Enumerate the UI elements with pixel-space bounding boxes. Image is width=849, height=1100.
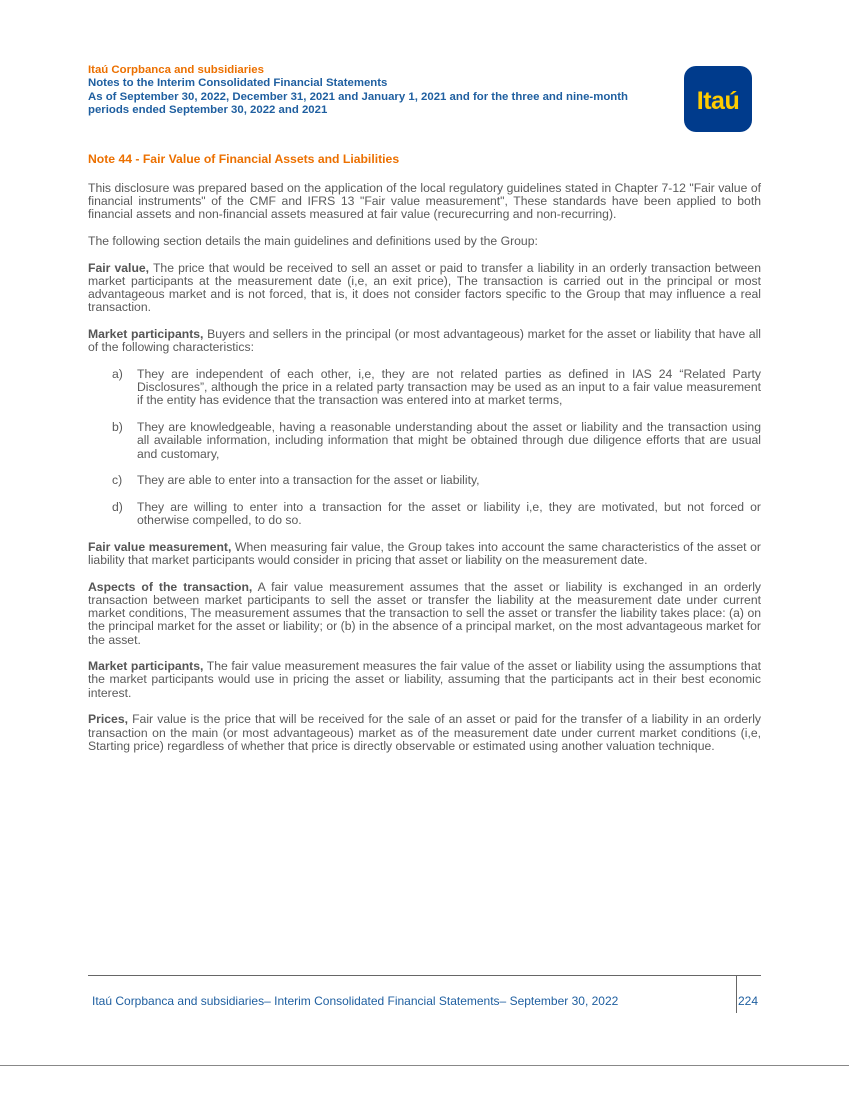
list-item-label: c) <box>112 473 123 488</box>
itau-logo <box>684 66 752 132</box>
aspects-paragraph <box>88 581 761 647</box>
list-item-label: b) <box>112 420 123 435</box>
fair-value-measurement-text: When measuring fair value, the Group takes into account the same characteristics of the asset or liability that market participants would consider in pricing that asset or liability on the measurement date. <box>88 539 761 568</box>
footer-text: Itaú Corpbanca and subsidiaries– Interim Consolidated Financial Statements– September 30, 2022 <box>92 994 619 1008</box>
document-body <box>88 182 761 767</box>
list-item-text: They are willing to enter into a transaction for the asset or liability i,e, they are motivated, but not forced or otherwise compelled, to do so. <box>137 499 761 528</box>
list-item <box>88 421 761 461</box>
market-participants-paragraph <box>88 328 761 354</box>
fair-value-paragraph <box>88 262 761 315</box>
prices-text: Fair value is the price that will be received for the sale of an asset or paid for the transfer of a liability in an orderly transaction on the main (or most advantageous) market as of the measurement date under current market conditions (i,e, Starting price) regardless of whether that price is directly observable or estimated using another valuation technique. <box>88 712 761 753</box>
footer-page-divider <box>736 975 737 1013</box>
market-participants-text: Buyers and sellers in the principal (or most advantageous) market for the asset or liability that have all of the following characteristics: <box>88 327 762 355</box>
document-header <box>88 64 658 117</box>
aspects-term: Aspects of the transaction, <box>88 579 253 594</box>
market-participants-2-paragraph <box>88 660 761 700</box>
list-item-text: They are independent of each other, i,e, they are not related parties as defined in IAS 24 “Related Party Disclosures”, although the price in a related party transaction may be used as an input to a fair value measurement if the entity has evidence that the transaction was entered into at market terms, <box>137 367 761 408</box>
page-bottom-edge <box>0 1065 849 1066</box>
header-notes-title: Notes to the Interim Consolidated Financial Statements <box>88 77 388 90</box>
list-item <box>88 501 761 527</box>
section-intro-paragraph: The following section details the main guidelines and definitions used by the Group: <box>88 234 538 249</box>
market-participants-2-term: Market participants, <box>88 659 204 674</box>
fair-value-term: Fair value, <box>88 260 150 275</box>
fair-value-measurement-paragraph <box>88 541 761 567</box>
footer-divider <box>88 975 761 976</box>
market-participants-term: Market participants, <box>88 327 204 342</box>
characteristics-list <box>88 368 761 527</box>
page-number: 224 <box>738 994 759 1008</box>
list-item <box>88 368 761 408</box>
intro-paragraph: This disclosure was prepared based on the application of the local regulatory guidelines stated in Chapter 7-12 "Fair value of financial instruments" of the CMF and IFRS 13 "Fair value measurement", These standards have been applied to both financial assets and non-financial assets measured at fair value (recurecurring and non-recurring). <box>88 181 761 222</box>
note-title: Note 44 - Fair Value of Financial Assets and Liabilities <box>88 152 400 166</box>
header-company: Itaú Corpbanca and subsidiaries <box>88 64 264 76</box>
list-item <box>88 474 761 487</box>
list-item-label: a) <box>112 367 123 382</box>
list-item-text: They are knowledgeable, having a reasonable understanding about the asset or liability and the transaction using all available information, including information that might be obtained through due diligence efforts that are usual and customary, <box>137 420 761 461</box>
fair-value-measurement-term: Fair value measurement, <box>88 539 232 554</box>
prices-paragraph <box>88 713 761 753</box>
aspects-text: A fair value measurement assumes that the asset or liability is exchanged in an orderly transaction between market participants to sell the asset or transfer the liability at the measurement date under current market conditions, The measurement assumes that the transaction to sell the asset or transfer the liability takes place: (a) on the principal market for the asset or liability; or (b) in the absence of a principal market, on the most advantageous market for the asset. <box>88 579 761 647</box>
logo-text: Itaú <box>696 86 740 115</box>
market-participants-2-text: The fair value measurement measures the fair value of the asset or liability using the assumptions that the market participants would use in pricing the asset or liability, assuming that the participants act in their best economic interest. <box>88 659 761 700</box>
header-period: As of September 30, 2022, December 31, 2021 and January 1, 2021 and for the three and nine-month periods ended September 30, 2022 and 2021 <box>88 90 628 116</box>
list-item-label: d) <box>112 499 123 514</box>
list-item-text: They are able to enter into a transaction for the asset or liability, <box>137 473 480 488</box>
prices-term: Prices, <box>88 712 128 727</box>
fair-value-text: The price that would be received to sell an asset or paid to transfer a liability in an orderly transaction between market participants at the measurement date (i,e, an exit price), The transaction is carried out in the principal or most advantageous market and is not forced, that is, it does not consider factors specific to the Group that may influence a real transaction. <box>88 260 761 315</box>
